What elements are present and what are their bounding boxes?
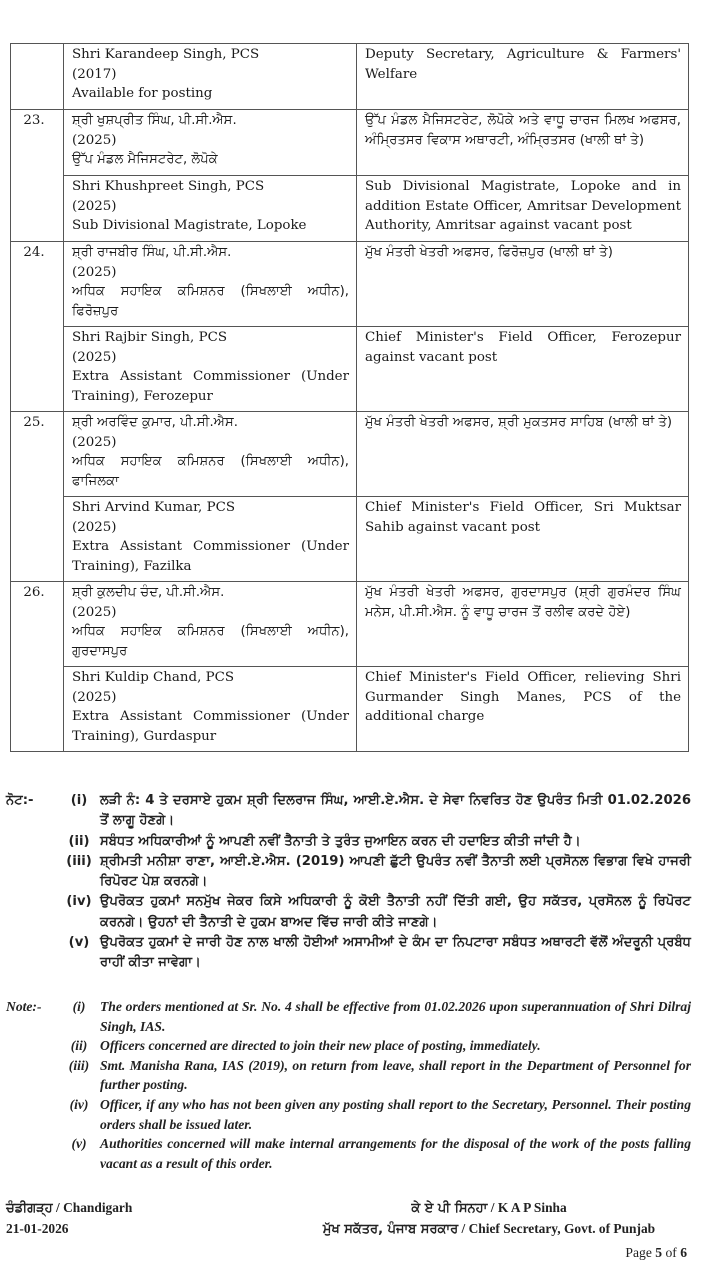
officer-cell xyxy=(64,176,357,242)
officer-name: Shri Arvind Kumar, PCS xyxy=(72,500,235,515)
officer-name: Shri Khushpreet Singh, PCS xyxy=(72,179,265,194)
note-label xyxy=(6,892,58,933)
new-posting-cell: ਮੁੱਖ ਮੰਤਰੀ ਖੇਤਰੀ ਅਫਸਰ, ਗੁਰਦਾਸਪੁਰ (ਸ਼੍ਰੀ ਗੁਰਮੰਦਰ ਸਿੰਘ ਮਨੇਸ, ਪੀ.ਸੀ.ਐਸ. ਨੂੰ ਵਾਧੂ ਚਾਰਜ ਤੋਂ ਰਲੀਵ ਕਰਦੇ ਹੋਏ) xyxy=(357,582,689,667)
new-posting-cell: ਮੁੱਖ ਮੰਤਰੀ ਖੇਤਰੀ ਅਫਸਰ, ਸ਼੍ਰੀ ਮੁਕਤਸਰ ਸਾਹਿਬ (ਖਾਲੀ ਥਾਂ ਤੇ) xyxy=(357,412,689,497)
new-posting-cell: Chief Minister's Field Officer, relieving Shri Gurmander Singh Manes, PCS of the additional charge xyxy=(357,667,689,752)
place-english: Chandigarh xyxy=(63,1200,133,1215)
table-row xyxy=(11,110,689,176)
officer-current-post: ਅਧਿਕ ਸਹਾਇਕ ਕਮਿਸ਼ਨਰ (ਸਿਖਲਾਈ ਅਧੀਨ), ਗੁਰਦਾਸਪੁਰ xyxy=(72,624,349,659)
officer-name: ਸ਼੍ਰੀ ਕੁਲਦੀਪ ਚੰਦ, ਪੀ.ਸੀ.ਐਸ. xyxy=(72,585,225,600)
officer-current-post: Extra Assistant Commissioner (Under Training), Gurdaspur xyxy=(72,709,349,744)
officer-cell xyxy=(64,667,357,752)
officer-batch: (2025) xyxy=(72,132,117,148)
officer-current-post: ਅਧਿਕ ਸਹਾਇਕ ਕਮਿਸ਼ਨਰ (ਸਿਖਲਾਈ ਅਧੀਨ), ਫਾਜਿਲਕਾ xyxy=(72,454,349,489)
table-row xyxy=(11,497,689,582)
new-posting-cell: Sub Divisional Magistrate, Lopoke and in addition Estate Officer, Amritsar Development Authority, Amritsar against vacant post xyxy=(357,176,689,242)
signatory-name-english: K A P Sinha xyxy=(497,1200,567,1215)
note-number: (i) xyxy=(70,793,88,808)
table-row xyxy=(11,412,689,497)
notes-punjabi xyxy=(6,791,691,974)
postings-table-body xyxy=(11,44,689,752)
page-prefix: Page xyxy=(625,1245,652,1260)
designation-english: Chief Secretary, Govt. of Punjab xyxy=(468,1221,656,1236)
serial-number-cell: 25. xyxy=(11,412,64,582)
note-text: Officer, if any who has not been given any posting shall report to the Secretary, Personnel. Their posting orders shall be issued later. xyxy=(100,1096,691,1132)
designation-punjabi: ਮੁੱਖ ਸਕੱਤਰ, ਪੰਜਾਬ ਸਰਕਾਰ xyxy=(322,1222,459,1237)
serial-number-cell xyxy=(11,44,64,110)
note-number: (iv) xyxy=(69,1096,89,1112)
separator: / xyxy=(56,1200,60,1215)
page-total: 6 xyxy=(680,1245,687,1260)
table-row xyxy=(11,582,689,667)
officer-cell xyxy=(64,242,357,327)
officer-name: Shri Karandeep Singh, PCS xyxy=(72,47,260,62)
note-item xyxy=(6,997,691,1036)
separator: / xyxy=(490,1200,495,1215)
officer-batch: (2025) xyxy=(72,434,117,450)
note-label xyxy=(6,832,58,852)
page-current: 5 xyxy=(655,1245,663,1260)
serial-number-cell: 23. xyxy=(11,110,64,242)
notes-english xyxy=(6,997,691,1173)
officer-cell xyxy=(64,412,357,497)
officer-cell xyxy=(64,327,357,412)
officer-name: Shri Kuldip Chand, PCS xyxy=(72,670,235,685)
note-text: Smt. Manisha Rana, IAS (2019), on return from leave, shall report in the Department of Personnel for further posting. xyxy=(100,1057,691,1093)
note-text: ਸ਼੍ਰੀਮਤੀ ਮਨੀਸ਼ਾ ਰਾਣਾ, ਆਈ.ਏ.ਐਸ. (2019) ਆਪਣੀ ਛੁੱਟੀ ਉਪਰੰਤ ਨਵੀਂ ਤੈਨਾਤੀ ਲਈ ਪ੍ਰਸੋਨਲ ਵਿਭਾਗ ਵਿਖੇ ਹਾਜਰੀ ਰਿਪੋਰਟ ਪੇਸ਼ ਕਰਨਗੇ। xyxy=(100,853,691,890)
note-number: (v) xyxy=(68,935,90,951)
note-item xyxy=(6,791,691,832)
note-text: ਲੜੀ ਨੰ: 4 ਤੇ ਦਰਸਾਏ ਹੁਕਮ ਸ਼੍ਰੀ ਦਿਲਰਾਜ ਸਿੰਘ, ਆਈ.ਏ.ਐਸ. ਦੇ ਸੇਵਾ ਨਿਵਰਿਤ ਹੋਣ ਉਪਰੰਤ ਮਿਤੀ 01.02.2026 ਤੋਂ ਲਾਗੂ ਹੋਣਗੇ। xyxy=(100,793,691,829)
note-label xyxy=(6,933,58,974)
note-item xyxy=(6,852,691,893)
officer-name: ਸ਼੍ਰੀ ਰਾਜਬੀਰ ਸਿੰਘ, ਪੀ.ਸੀ.ਐਸ. xyxy=(72,245,232,260)
officer-name: ਸ਼੍ਰੀ ਅਰਵਿੰਦ ਕੁਮਾਰ, ਪੀ.ਸੀ.ਐਸ. xyxy=(72,415,238,430)
officer-batch: (2025) xyxy=(72,519,117,535)
note-label xyxy=(6,1056,58,1095)
note-item xyxy=(6,1036,691,1056)
officer-current-post: ਉੱਪ ਮੰਡਲ ਮੈਜਿਸਟਰੇਟ, ਲੋਪੋਕੇ xyxy=(72,152,218,168)
officer-batch: (2025) xyxy=(72,198,117,214)
note-number: (ii) xyxy=(68,833,90,849)
note-number: (iv) xyxy=(66,894,92,910)
note-item xyxy=(6,1095,691,1134)
page-number xyxy=(625,1245,687,1261)
officer-batch: (2017) xyxy=(72,66,117,82)
place-punjabi: ਚੰਡੀਗੜ੍ਹ xyxy=(6,1201,53,1216)
order-date: 21-01-2026 xyxy=(6,1221,69,1236)
page-of: of xyxy=(665,1245,677,1260)
officer-batch: (2025) xyxy=(72,689,117,705)
officer-current-post: Extra Assistant Commissioner (Under Training), Ferozepur xyxy=(72,369,349,404)
note-number: (ii) xyxy=(70,1038,88,1054)
note-item xyxy=(6,1134,691,1173)
note-label: ਨੋਟ:- xyxy=(6,793,34,808)
note-text: The orders mentioned at Sr. No. 4 shall be effective from 01.02.2026 upon superannuation of Shri Dilraj Singh, IAS. xyxy=(100,999,691,1034)
note-item xyxy=(6,1056,691,1095)
postings-table xyxy=(10,43,689,752)
officer-current-post: ਅਧਿਕ ਸਹਾਇਕ ਕਮਿਸ਼ਨਰ (ਸਿਖਲਾਈ ਅਧੀਨ), ਫਿਰੋਜ਼ਪੁਰ xyxy=(72,284,349,319)
officer-current-post: Available for posting xyxy=(72,86,213,102)
signatory xyxy=(284,1198,694,1240)
signatory-name-punjabi: ਕੇ ਏ ਪੀ ਸਿਨਹਾ xyxy=(411,1201,488,1216)
note-label xyxy=(6,852,58,893)
note-number: (i) xyxy=(72,999,86,1014)
note-item xyxy=(6,933,691,974)
new-posting-cell: ਉੱਪ ਮੰਡਲ ਮੈਜਿਸਟਰੇਟ, ਲੋਪੋਕੇ ਅਤੇ ਵਾਧੂ ਚਾਰਜ ਮਿਲਖ ਅਫਸਰ, ਅੰਮ੍ਰਿਤਸਰ ਵਿਕਾਸ ਅਥਾਰਟੀ, ਅੰਮ੍ਰਿਤਸਰ (ਖਾਲੀ ਥਾਂ ਤੇ) xyxy=(357,110,689,176)
table-row xyxy=(11,327,689,412)
note-label xyxy=(6,1095,58,1134)
place-date xyxy=(6,1198,132,1239)
separator: / xyxy=(461,1221,466,1236)
officer-name: Shri Rajbir Singh, PCS xyxy=(72,330,227,345)
new-posting-cell: ਮੁੱਖ ਮੰਤਰੀ ਖੇਤਰੀ ਅਫਸਰ, ਫਿਰੋਜ਼ਪੁਰ (ਖਾਲੀ ਥਾਂ ਤੇ) xyxy=(357,242,689,327)
note-number: (v) xyxy=(71,1136,87,1152)
table-row xyxy=(11,242,689,327)
note-text: Officers concerned are directed to join their new place of posting, immediately. xyxy=(100,1038,541,1054)
officer-current-post: Extra Assistant Commissioner (Under Training), Fazilka xyxy=(72,539,349,574)
note-item xyxy=(6,832,691,852)
new-posting-cell: Chief Minister's Field Officer, Sri Muktsar Sahib against vacant post xyxy=(357,497,689,582)
serial-number-cell: 26. xyxy=(11,582,64,752)
note-number: (iii) xyxy=(68,1057,90,1073)
note-item xyxy=(6,892,691,933)
note-text: ਸਬੰਧਤ ਅਧਿਕਾਰੀਆਂ ਨੂੰ ਆਪਣੀ ਨਵੀਂ ਤੈਨਾਤੀ ਤੇ ਤੁਰੰਤ ਜੁਆਇਨ ਕਰਨ ਦੀ ਹਦਾਇਤ ਕੀਤੀ ਜਾਂਦੀ ਹੈ। xyxy=(100,833,581,849)
note-label xyxy=(6,1134,58,1173)
officer-cell xyxy=(64,582,357,667)
officer-current-post: Sub Divisional Magistrate, Lopoke xyxy=(72,218,307,234)
new-posting-cell: Deputy Secretary, Agriculture & Farmers' Welfare xyxy=(357,44,689,110)
note-text: ਉਪਰੋਕਤ ਹੁਕਮਾਂ ਸਨਮੁੱਖ ਜੇਕਰ ਕਿਸੇ ਅਧਿਕਾਰੀ ਨੂੰ ਕੋਈ ਤੈਨਾਤੀ ਨਹੀਂ ਦਿੱਤੀ ਗਈ, ਉਹ ਸਕੱਤਰ, ਪ੍ਰਸੋਨਲ ਨੂੰ ਰਿਪੋਰਟ ਕਰਨਗੇ। ਉਹਨਾਂ ਦੀ ਤੈਨਾਤੀ ਦੇ ਹੁਕਮ ਬਾਅਦ ਵਿੱਚ ਜਾਰੀ ਕੀਤੇ ਜਾਣਗੇ। xyxy=(100,894,691,930)
table-row xyxy=(11,44,689,110)
note-number: (iii) xyxy=(66,853,92,869)
officer-cell xyxy=(64,497,357,582)
serial-number-cell: 24. xyxy=(11,242,64,412)
note-text: Authorities concerned will make internal arrangements for the disposal of the work of the posts falling vacant as a result of this order. xyxy=(100,1136,691,1171)
note-text: ਉਪਰੋਕਤ ਹੁਕਮਾਂ ਦੇ ਜਾਰੀ ਹੋਣ ਨਾਲ ਖਾਲੀ ਹੋਈਆਂ ਅਸਾਮੀਆਂ ਦੇ ਕੰਮ ਦਾ ਨਿਪਟਾਰਾ ਸਬੰਧਤ ਅਥਾਰਟੀ ਵੱਲੋਂ ਅੰਦਰੂਨੀ ਪ੍ਰਬੰਧ ਰਾਹੀਂ ਕੀਤਾ ਜਾਵੇਗਾ। xyxy=(100,935,691,971)
officer-name: ਸ਼੍ਰੀ ਖੁਸ਼ਪ੍ਰੀਤ ਸਿੰਘ, ਪੀ.ਸੀ.ਐਸ. xyxy=(72,113,237,128)
table-row xyxy=(11,176,689,242)
officer-batch: (2025) xyxy=(72,349,117,365)
officer-batch: (2025) xyxy=(72,604,117,620)
new-posting-cell: Chief Minister's Field Officer, Ferozepur against vacant post xyxy=(357,327,689,412)
note-label: Note:- xyxy=(6,999,42,1014)
note-label xyxy=(6,1036,58,1056)
officer-cell xyxy=(64,110,357,176)
table-row xyxy=(11,667,689,752)
officer-cell xyxy=(64,44,357,110)
officer-batch: (2025) xyxy=(72,264,117,280)
